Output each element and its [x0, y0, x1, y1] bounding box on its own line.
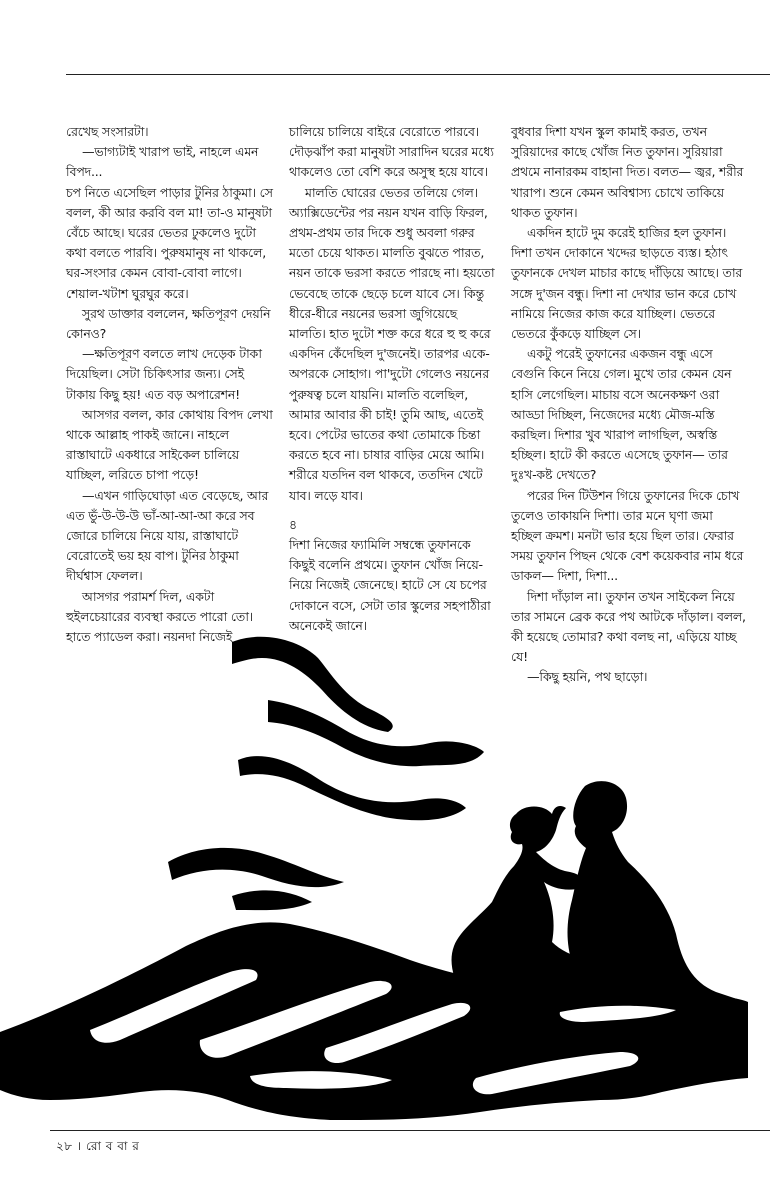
paragraph: দিশা দাঁড়াল না। তুফান তখন সাইকেল নিয়ে তার সামনে ব্রেক করে পথ আটকে দাঁড়াল। বলল, কী হয়েছে তোমার? কথা বলছ না, এড়িয়ে যাচ্ছ যে!: [511, 588, 746, 665]
paragraph: মালতি ঘোরের ভেতর তলিয়ে গেল। অ্যাক্সিডেন্টের পর নয়ন যখন বাড়ি ফিরল, প্রথম-প্রথম তার দিকে শুধু অবলা গরুর মতো চেয়ে থাকত। মালতি বুঝতে পারত, নয়ন তাকে ভরসা করতে পারছে না। হয়তো ভেবেছে তাকে ছেড়ে চলে যাবে সে। কিন্তু ধীরে-ধীরে নয়নের ভরসা জুগিয়েছে মালতি। হাত দুটো শক্ত করে ধরে হু হু করে একদিন কেঁদেছিল দু'জনেই। তারপর একে-অপরকে সোহাগ। পা'দুটো গেলেও নয়নের পুরুষত্ব চলে যায়নি। মালতি বলেছিল, আমার আবার কী চাই! তুমি আছ, এতেই হবে। পেটের ভাতের কথা তোমাকে চিন্তা করতে হবে না। চাষার বাড়ির মেয়ে আমি। শরীরে যতদিন বল থাকবে, ততদিন খেটে যাব। লড়ে যাব।: [289, 184, 495, 503]
column-2: [289, 122, 497, 636]
paragraph: দিশা নিজের ফ্যামিলি সম্বন্ধে তুফানকে কিছুই বলেনি প্রথমে। তুফান খোঁজ নিয়ে-নিয়ে নিজেই জেনেছে। হাটে সে যে চপের দোকানে বসে, সেটা তার স্কুলের সহপাঠীরা অনেকেই জানে।: [289, 537, 491, 633]
top-rule: [66, 74, 770, 75]
page-footer: [56, 1138, 139, 1158]
paragraph: —ক্ষতিপূরণ বলতে লাখ দেড়েক টাকা দিয়েছিল। সেটা চিকিৎসার জন্য। সেই টাকায় কিছু হয়! এত বড় অপারেশন!: [66, 346, 262, 402]
page-number: ২৮: [56, 1139, 73, 1153]
bottom-rule: [50, 1130, 770, 1131]
paragraph: সুরথ ডাক্তার বললেন, ক্ষতিপূরণ দেয়নি কোনও?: [66, 305, 271, 342]
paragraph: আসগর পরামর্শ দিল, একটা হুইলচেয়ারের ব্যবস্থা করতে পারো তো। হাতে প্যাডেল করা। নয়নদা নিজেই: [66, 588, 254, 645]
brush-stroke-4: [168, 848, 344, 887]
magazine-name: রো ব বা র: [86, 1139, 140, 1153]
paragraph: চালিয়ে চালিয়ে বাইরে বেরোতে পারবে। দৌড়ঝাঁপ করা মানুষটা সারাদিন ঘরের মধ্যে থাকলেও তো বেশি করে অসুস্থ হয়ে যাবে।: [289, 124, 494, 180]
paragraph: —এখন গাড়িঘোড়া এত বেড়েছে, আর এত ভুঁ-উ-উ-উ ভাঁ-আ-আ-আ করে সব জোরে চালিয়ে নিয়ে যায়, রাস্তাঘাটে বেরোতেই ভয় হয় বাপ। টুনির ঠাকুমা দীর্ঘশ্বাস ফেলল।: [66, 487, 269, 584]
paragraph: —ভাগ্যটাই খারাপ ভাই, নাহলে এমন বিপদ...: [66, 144, 259, 180]
paragraph: বুধবার দিশা যখন স্কুল কামাই করত, তখন সুরিয়াদের কাছে খোঁজ নিত তুফান। সুরিয়ারা প্রথমে নানারকম বাহানা দিত। বলত— জ্বর, শরীর খারাপ। শুনে কেমন অবিশ্বাস্য চোখে তাকিয়ে থাকত তুফান।: [511, 124, 744, 220]
brush-stroke-3: [238, 756, 466, 820]
paragraph: —কিছু হয়নি, পথ ছাড়ো।: [527, 669, 648, 685]
paragraph: একটু পরেই তুফানের একজন বন্ধু এসে বেগুনি কিনে নিয়ে গেল। মুখে তার কেমন যেন হাসি লেগেছিল। মাচায় বসে অনেকক্ষণ ওরা আড্ডা দিচ্ছিল, নিজেদের মধ্যে মৌজ-মস্তি করছিল। দিশার খুব খারাপ লাগছিল, অস্বস্তি হচ্ছিল। হাটে কী করতে এসেছে তুফান— তার দুঃখ-কষ্ট দেখতে?: [511, 346, 732, 483]
paragraph: পরের দিন টিউশন গিয়ে তুফানের দিকে চোখ তুলেও তাকায়নি দিশা। তার মনে ঘৃণা জমা হচ্ছিল ক্রমশ। মনটা ভার হয়ে ছিল তার। ফেরার সময় তুফান পিছন থেকে বেশ কয়েকবার নাম ধরে ডাকল— দিশা, দিশা...: [511, 487, 744, 584]
paragraph: চপ নিতে এসেছিল পাড়ার টুনির ঠাকুমা। সে বলল, কী আর করবি বল মা! তা-ও মানুষটা বেঁচে আছে। ঘরের ভেতর ঢুকলেও দুটো কথা বলতে পারবি। পুরুষমানুষ না থাকলে, ঘর-সংসার কেমন বোবা-বোবা লাগে। শেয়াল-খটাশ ঘুরঘুর করে।: [66, 184, 273, 301]
brush-stroke-2: [268, 700, 484, 766]
brush-stroke-5: [232, 890, 312, 910]
paragraph: আসগর বলল, কার কোথায় বিপদ লেখা থাকে আল্লাহ পাকই জানে। নাহলে রাস্তাঘাটে একধারে সাইকেল চালিয়ে যাচ্ছিল, লরিতে চাপা পড়ে!: [66, 406, 273, 483]
footer-separator: ।: [76, 1139, 82, 1153]
paragraph: একদিন হাটে দুম করেই হাজির হল তুফান। দিশা তখন দোকানে খদ্দের ছাড়তে ব্যস্ত। হঠাৎ তুফানকে দেখল মাচার কাছে দাঁড়িয়ে আছে। তার সঙ্গে দু'জন বন্ধু। দিশা না দেখার ভান করে চোখ নামিয়ে নিজের কাজ করে যাচ্ছিল। ভেতরে ভেতরে কুঁকড়ে যাচ্ছিল সে।: [511, 225, 743, 342]
paragraph: রেখেছ সংসারটা।: [66, 124, 149, 139]
silhouette-illustration: [0, 600, 770, 1120]
column-1: [66, 122, 274, 647]
section-number: ৪: [289, 516, 297, 532]
